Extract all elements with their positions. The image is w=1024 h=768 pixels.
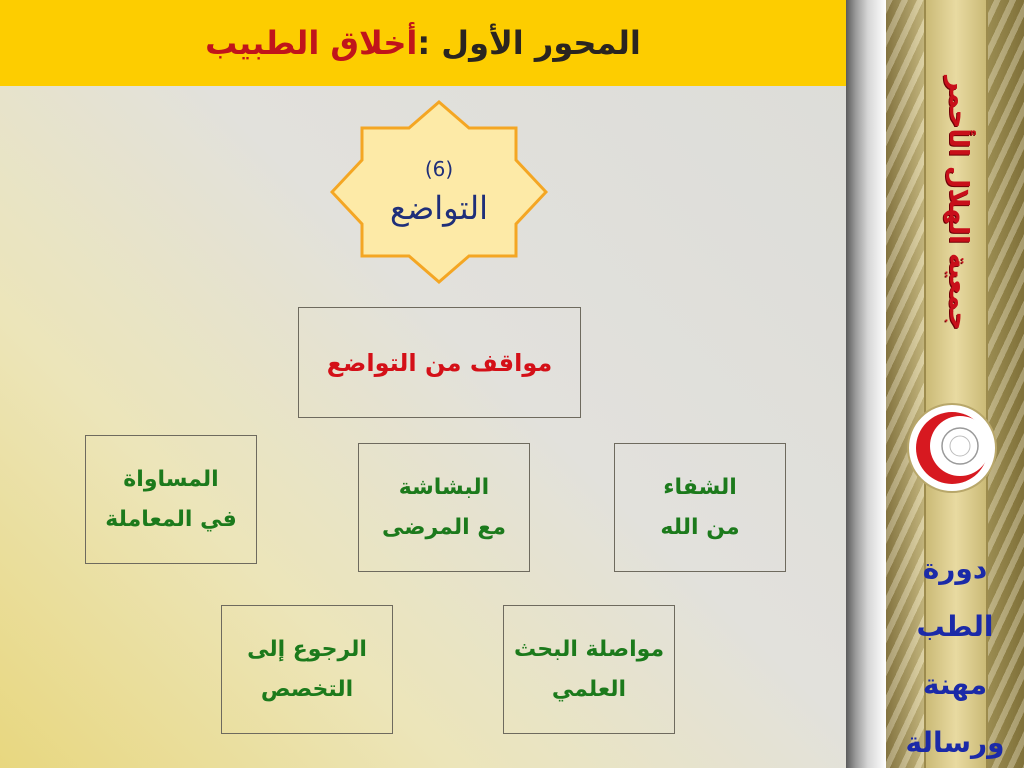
slide-divider [846,0,886,768]
research-box [503,605,675,734]
vertical-title-text: جمعية الهلال الأحمر [943,75,973,331]
slide-title [0,0,846,86]
equality-box [85,435,257,564]
cheerfulness-line1: البشاشة [398,474,490,500]
healing-line1: الشفاء [663,474,737,500]
course-line-2: الطب [916,610,994,643]
vertical-organization-title [930,12,986,394]
cheerfulness-line2: مع المرضى [381,514,507,540]
star-content [330,100,548,284]
course-title [886,540,1024,768]
research-line1: مواصلة البحث [513,636,665,662]
title-prefix: المحور الأول : [417,24,641,62]
course-line-4: ورسالة [905,726,1005,759]
equality-line2: في المعاملة [105,506,237,532]
referral-line2: التخصص [260,676,354,702]
referral-line1: الرجوع إلى [247,636,367,662]
cheerfulness-box [358,443,530,572]
header-box-text: مواقف من التواضع [326,348,553,377]
red-crescent-logo-icon [904,400,1000,496]
course-line-1: دورة [922,552,988,585]
sidebar-panel [886,0,1024,768]
section-label: التواضع [390,189,488,227]
title-accent: أخلاق الطبيب [205,24,418,62]
healing-box [614,443,786,572]
referral-box [221,605,393,734]
equality-line1: المساواة [123,466,219,492]
section-number: (6) [424,157,454,181]
header-box [298,307,581,418]
research-line2: العلمي [551,676,627,702]
course-line-3: مهنة [922,668,988,701]
healing-line2: من الله [660,514,740,540]
